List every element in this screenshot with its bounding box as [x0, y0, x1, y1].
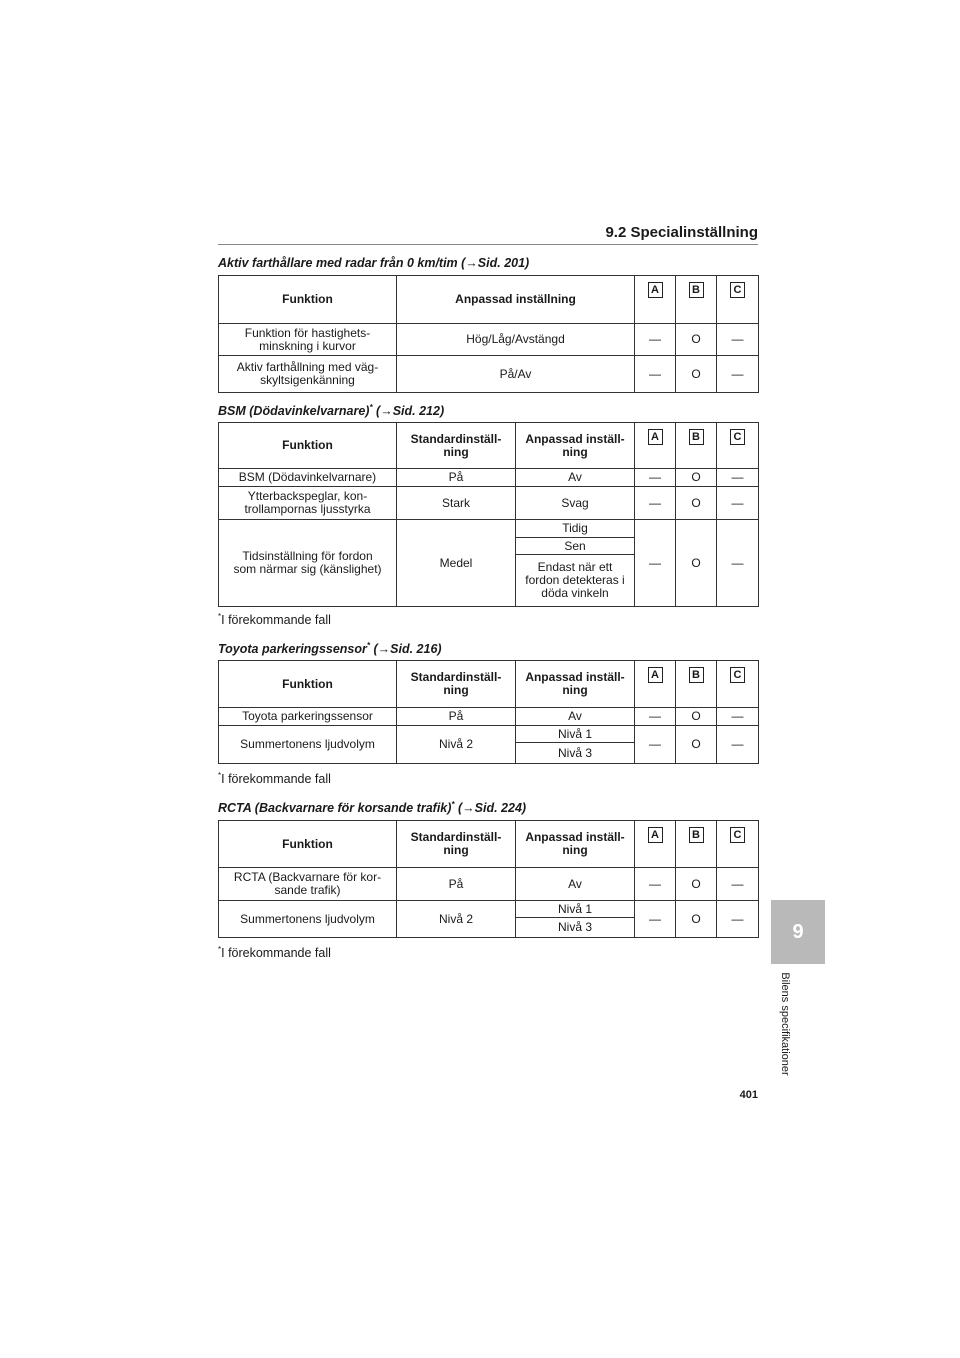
page-header: 9.2 Specialinställning — [605, 224, 758, 241]
column-b-icon: B — [689, 827, 704, 843]
column-c-icon: C — [730, 667, 745, 683]
section1-title: Aktiv farthållare med radar från 0 km/tim (→Sid. 201) — [218, 256, 530, 270]
column-b-icon: B — [689, 667, 704, 683]
table-section1 — [218, 275, 759, 393]
section3-title: Toyota parkeringssensor* (→Sid. 216) — [218, 641, 442, 657]
header-rule — [218, 244, 758, 245]
footnote: *I förekommande fall — [218, 612, 331, 628]
table-row: Ytterbackspeglar, kon- trollampornas ljusstyrka Stark Svag — O — — [219, 487, 759, 520]
chapter-label: Bilens specifikationer — [779, 972, 791, 1076]
chapter-tab: 9 — [771, 900, 825, 964]
section4-title: RCTA (Backvarnare för korsande trafik)* (→Sid. 224) — [218, 800, 527, 816]
column-c-icon: C — [730, 827, 745, 843]
table-row: Toyota parkeringssensor På Av — O — — [219, 708, 759, 726]
table-row: RCTA (Backvarnare för kor- sande trafik) På Av — O — — [219, 868, 759, 901]
column-a-icon: A — [648, 282, 663, 298]
table-row: Tidsinställning för fordon som närmar sig (känslighet) Medel Tidig — O — — [219, 520, 759, 538]
column-b-icon: B — [689, 429, 704, 445]
column-a-icon: A — [648, 667, 663, 683]
column-c-icon: C — [730, 282, 745, 298]
footnote: *I förekommande fall — [218, 771, 331, 787]
column-a-icon: A — [648, 429, 663, 445]
table-row: Summertonens ljudvolym Nivå 2 Nivå 1 — O — — [219, 726, 759, 743]
column-a-icon: A — [648, 827, 663, 843]
column-c-icon: C — [730, 429, 745, 445]
table-row: Funktion för hastighets- minskning i kurvor Hög/Låg/Avstängd — O — — [219, 324, 759, 356]
table-section4: Funktion Standardinställ- ning Anpassad inställ- ning A B C RCTA (Backvarnare för kor- sande trafik) På Av — O — Summertonens ljudvolym Nivå 2 Nivå 1 — O — Nivå 3 — [218, 820, 759, 938]
col-custom: Anpassad inställning — [397, 276, 635, 324]
table-section3: Funktion Standardinställ- ning Anpassad inställ- ning A B C Toyota parkeringssensor På Av — O — Summertonens ljudvolym Nivå 2 Nivå 1 — O — Nivå 3 — [218, 660, 759, 764]
col-function: Funktion — [219, 276, 397, 324]
footnote: *I förekommande fall — [218, 945, 331, 961]
section2-title: BSM (Dödavinkelvarnare)* (→Sid. 212) — [218, 403, 445, 419]
page-number: 401 — [739, 1089, 758, 1101]
table-section2: Funktion Standardinställ- ning Anpassad inställ- ning A B C BSM (Dödavinkelvarnare) På Av — O — Ytterbackspeglar, kon- trollampornas ljusstyrka Stark Svag — O — Tidsinställning för fordon som närmar sig (känslighet) Medel Tidig — O — Sen Endast när ett fordon detekteras i döda vinkeln — [218, 422, 759, 607]
table-row: BSM (Dödavinkelvarnare) På Av — O — — [219, 469, 759, 487]
column-b-icon: B — [689, 282, 704, 298]
table-row: Summertonens ljudvolym Nivå 2 Nivå 1 — O — — [219, 901, 759, 918]
table-row: Aktiv farthållning med väg- skyltsigenkänning På/Av — O — — [219, 356, 759, 393]
